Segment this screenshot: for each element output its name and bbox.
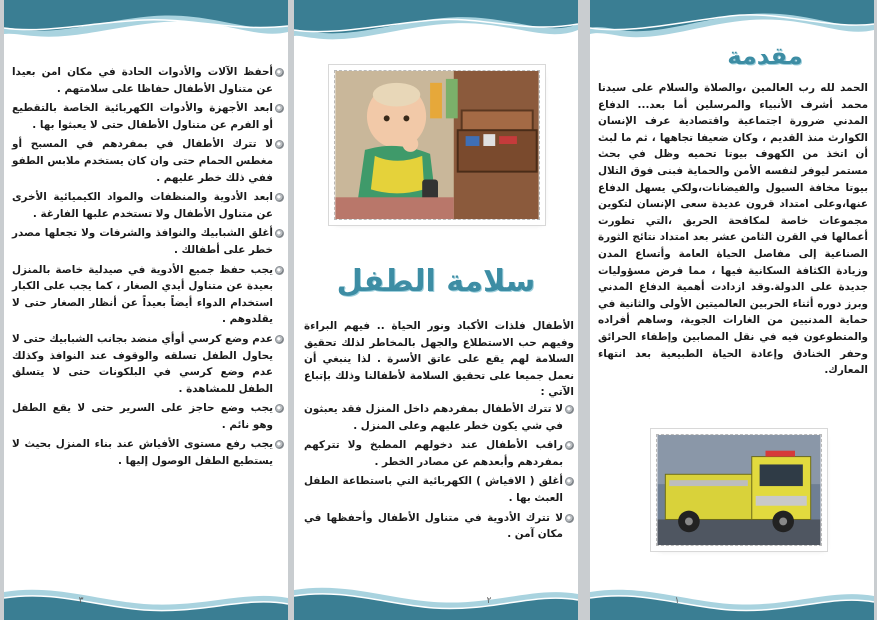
bullet-icon [565, 441, 574, 450]
top-wave-decoration [294, 0, 578, 60]
intro-paragraph: الأطفال فلذات الأكباد ونور الحياة .. فيهم البراءة وفيهم حب الاستطلاع والجهل بالمخاطر لذلك تحقيق السلامة لهم يقع على عاتق الأسرة . لذا ينبغي أن نعمل جميعا على تحقيق السلامة لأطفالنا وذلك بإتباع الآتي : [304, 320, 574, 399]
list-item: لا تترك الأدوية في متناول الأطفال وأحفظها في مكان آمن . [304, 510, 574, 543]
page-2 [294, 0, 578, 620]
fire-truck-photo [656, 434, 822, 546]
fire-truck-icon [657, 435, 821, 545]
bullet-icon [275, 193, 284, 202]
bullet-icon [565, 405, 574, 414]
list-item: عدم وضع كرسي أوأي منضد بجانب الشبابيك حتى لا يحاول الطفل تسلقه والوقوف عند النوافذ وكذلك عدم وضع كرسي في البلكونات حتى لا يتسلق الطفل للمشاهدة . [12, 331, 284, 397]
page-number: ٣ [78, 596, 84, 606]
page-1 [590, 0, 874, 620]
bullet-icon [565, 477, 574, 486]
list-item: ابعد الأجهزة والأدوات الكهربائية الخاصة بالتقطيع أو الفرم عن متناول الأطفال حتى لا يعبثوا بها . [12, 100, 284, 133]
page-number: ٢ [486, 596, 492, 606]
list-item: يجب وضع حاجز على السرير حتى لا يقع الطفل وهو نائم . [12, 400, 284, 433]
list-item: راقب الأطفال عند دخولهم المطبخ ولا تتركهم بمفردهم وأبعدهم عن مصادر الخطر . [304, 437, 574, 470]
top-wave-decoration [4, 0, 288, 60]
bullet-icon [275, 404, 284, 413]
intro-paragraph: الحمد لله رب العالمين ،والصلاة والسلام على سيدنا محمد أشرف الأنبياء والمرسلين أما بعد... الدفاع المدني ضرورة اجتماعية واقتصادية عرف الإنسان الكوارث منذ القديم ، وكان ضعيفا تجاهها ، ثم ما لبث أن اتخذ من الكهوف بيوتا تحميه وظل في بحث مستمر ليوفر لنفسه الأمن والحماية فبنى فوق التلال بيوتا مخافة السيول والفيضانات،ولكي يسهل الدفاع عنها،وعلى امتداد قرون عديدة سعى الإنسان لتكوين مجموعات خاصة لمكافحة الحريق ،التي تطورت أعمالها في القرن الثامن عشر بعد امتداد نتائج الثورة الصناعية إلى مفاصل الحياة العامة وأتساع المدن وزيادة الكثافة السكانية فيها ، مما فرض مسؤوليات جديدة على الدولة.وقد ازدادت أهمية الدفاع المدني وبرز دوره أثناء الحربين العالميتين الأولى والثانية في حماية المدنيين من الغارات الجوية، وساهم أفراده والمتطوعون فيه في نقل المصابين وإطفاء الحرائق وحفر الخنادق وإعادة الحياة الطبيعية بعد انتهاء المعارك. [598, 82, 868, 377]
bullet-icon [275, 104, 284, 113]
bullet-icon [275, 68, 284, 77]
section-heading: سلامة الطفل [336, 264, 536, 299]
list-item: لا تترك الأطفال بمفردهم داخل المنزل فقد يعبثون في شي يكون خطر عليهم وعلى المنزل . [304, 401, 574, 434]
list-item: ابعد الأدوية والمنظفات والمواد الكيميائية الأخرى عن متناول الأطفال ولا تستخدم علبها الفارغة . [12, 189, 284, 222]
page-3 [4, 0, 288, 620]
bullet-icon [275, 140, 284, 149]
baby-drawer-icon [335, 71, 539, 219]
section-heading: مقدمة [727, 42, 803, 70]
list-item: يجب حفظ جميع الأدوية في صيدلية خاصة بالمنزل بعيدة عن متناول أيدي الصغار ، كما يجب على الكبار استخدام الدواء أيضاً بعيداً عن أنظار الصغار حتى لا يقلدوهم . [12, 262, 284, 328]
bottom-wave-decoration [590, 578, 874, 620]
page-number: ١ [674, 596, 680, 606]
bullet-icon [275, 440, 284, 449]
list-item: أغلق الشبابيك والنوافذ والشرفات ولا تجعلها مصدر خطر على أطفالك . [12, 225, 284, 258]
list-item: يجب رفع مستوى الأفياش عند بناء المنزل بحيث لا يستطيع الطفل الوصول إليها . [12, 436, 284, 469]
list-item: أغلق ( الافياش ) الكهربائية التي باستطاعة الطفل العبث بها . [304, 473, 574, 506]
safety-tips-list [12, 64, 284, 473]
list-item: لا تترك الأطفال في بمفردهم في المسبح أو مغطس الحمام حتى وان كان يستخدم ملابس الطفو ففي ذلك خطر عليهم . [12, 136, 284, 186]
bottom-wave-decoration [4, 578, 288, 620]
bottom-wave-decoration [294, 578, 578, 620]
bullet-icon [565, 514, 574, 523]
bullet-icon [275, 335, 284, 344]
safety-tips-list [304, 401, 574, 543]
bullet-icon [275, 266, 284, 275]
list-item: أحفظ الآلات والأدوات الحادة في مكان امن بعيدا عن متناول الأطفال حفاظا على سلامتهم . [12, 64, 284, 97]
section-body [304, 318, 574, 546]
bullet-icon [275, 229, 284, 238]
baby-photo [334, 70, 540, 220]
